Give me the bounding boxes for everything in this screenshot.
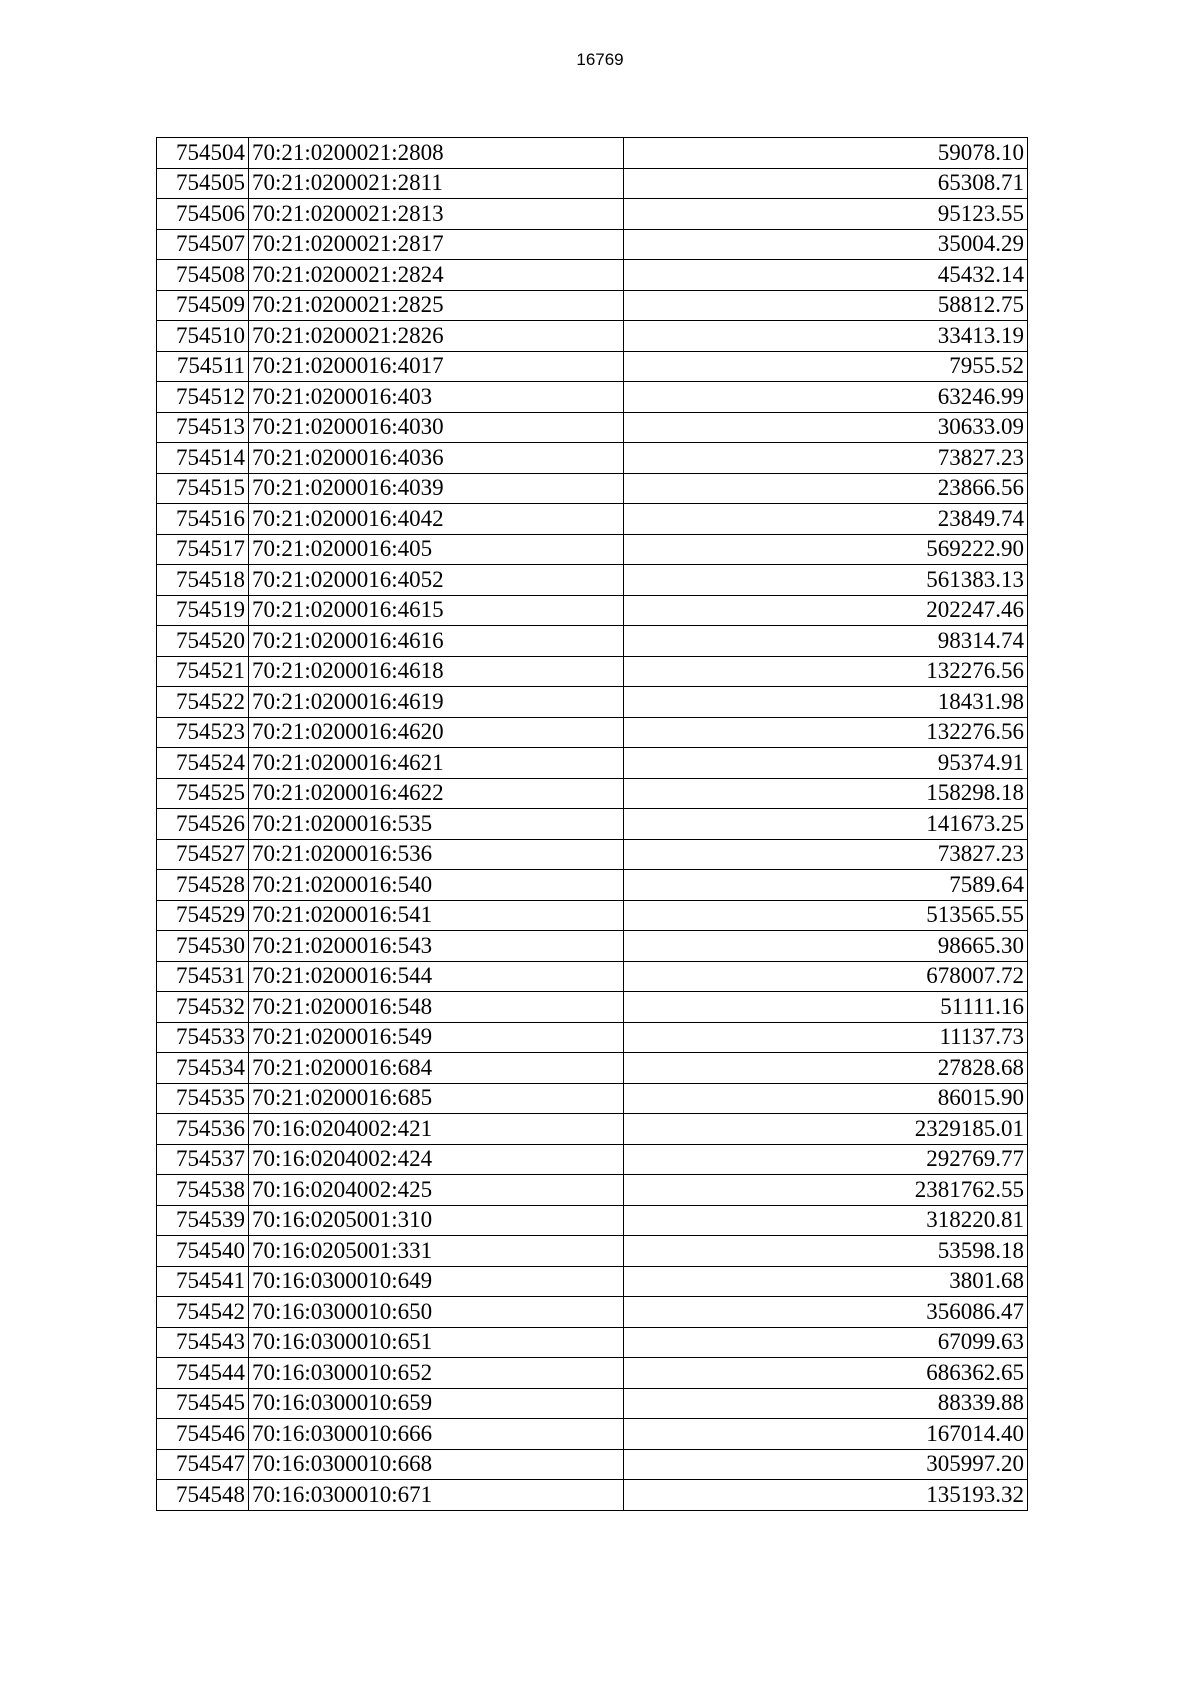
cadastral-number-cell: 70:21:0200021:2817 bbox=[249, 229, 624, 260]
row-number-cell: 754525 bbox=[157, 778, 249, 809]
cadastral-number-cell: 70:21:0200016:4615 bbox=[249, 595, 624, 626]
row-number-cell: 754506 bbox=[157, 199, 249, 230]
table-row bbox=[157, 1449, 1028, 1480]
row-number-cell: 754514 bbox=[157, 443, 249, 474]
cadastral-value-table bbox=[156, 137, 1028, 1511]
row-number-cell: 754518 bbox=[157, 565, 249, 596]
cadastral-number-cell: 70:21:0200016:4620 bbox=[249, 717, 624, 748]
row-number-cell: 754534 bbox=[157, 1053, 249, 1084]
row-number-cell: 754528 bbox=[157, 870, 249, 901]
cadastral-number-cell: 70:21:0200016:405 bbox=[249, 534, 624, 565]
cadastral-number-cell: 70:21:0200016:4616 bbox=[249, 626, 624, 657]
value-cell: 132276.56 bbox=[624, 717, 1028, 748]
cadastral-number-cell: 70:16:0204002:424 bbox=[249, 1144, 624, 1175]
value-cell: 7589.64 bbox=[624, 870, 1028, 901]
table-row bbox=[157, 412, 1028, 443]
value-cell: 23849.74 bbox=[624, 504, 1028, 535]
cadastral-number-cell: 70:21:0200021:2824 bbox=[249, 260, 624, 291]
cadastral-number-cell: 70:21:0200016:549 bbox=[249, 1022, 624, 1053]
value-cell: 18431.98 bbox=[624, 687, 1028, 718]
table-row bbox=[157, 687, 1028, 718]
row-number-cell: 754540 bbox=[157, 1236, 249, 1267]
table-row bbox=[157, 900, 1028, 931]
cadastral-number-cell: 70:16:0300010:649 bbox=[249, 1266, 624, 1297]
cadastral-number-cell: 70:16:0300010:650 bbox=[249, 1297, 624, 1328]
value-cell: 132276.56 bbox=[624, 656, 1028, 687]
row-number-cell: 754507 bbox=[157, 229, 249, 260]
cadastral-number-cell: 70:16:0300010:668 bbox=[249, 1449, 624, 1480]
table-row bbox=[157, 138, 1028, 169]
table-row bbox=[157, 260, 1028, 291]
table-row bbox=[157, 443, 1028, 474]
row-number-cell: 754546 bbox=[157, 1419, 249, 1450]
row-number-cell: 754529 bbox=[157, 900, 249, 931]
cadastral-number-cell: 70:16:0300010:652 bbox=[249, 1358, 624, 1389]
row-number-cell: 754533 bbox=[157, 1022, 249, 1053]
value-cell: 678007.72 bbox=[624, 961, 1028, 992]
value-cell: 569222.90 bbox=[624, 534, 1028, 565]
row-number-cell: 754539 bbox=[157, 1205, 249, 1236]
table-row bbox=[157, 809, 1028, 840]
cadastral-number-cell: 70:16:0204002:421 bbox=[249, 1114, 624, 1145]
table-row bbox=[157, 1083, 1028, 1114]
table-row bbox=[157, 168, 1028, 199]
row-number-cell: 754541 bbox=[157, 1266, 249, 1297]
value-cell: 27828.68 bbox=[624, 1053, 1028, 1084]
cadastral-number-cell: 70:21:0200016:4618 bbox=[249, 656, 624, 687]
table-row bbox=[157, 1388, 1028, 1419]
row-number-cell: 754522 bbox=[157, 687, 249, 718]
value-cell: 318220.81 bbox=[624, 1205, 1028, 1236]
table-row bbox=[157, 931, 1028, 962]
table-row bbox=[157, 1175, 1028, 1206]
table-row bbox=[157, 1327, 1028, 1358]
table-row bbox=[157, 199, 1028, 230]
row-number-cell: 754547 bbox=[157, 1449, 249, 1480]
table-row bbox=[157, 351, 1028, 382]
value-cell: 11137.73 bbox=[624, 1022, 1028, 1053]
table-row bbox=[157, 961, 1028, 992]
table-row bbox=[157, 778, 1028, 809]
row-number-cell: 754511 bbox=[157, 351, 249, 382]
table-row bbox=[157, 1480, 1028, 1511]
table-row bbox=[157, 839, 1028, 870]
table-row bbox=[157, 229, 1028, 260]
table-row bbox=[157, 321, 1028, 352]
cadastral-number-cell: 70:21:0200016:685 bbox=[249, 1083, 624, 1114]
table-body bbox=[157, 138, 1028, 1511]
cadastral-number-cell: 70:21:0200016:4622 bbox=[249, 778, 624, 809]
row-number-cell: 754537 bbox=[157, 1144, 249, 1175]
row-number-cell: 754527 bbox=[157, 839, 249, 870]
row-number-cell: 754505 bbox=[157, 168, 249, 199]
value-cell: 30633.09 bbox=[624, 412, 1028, 443]
table-row bbox=[157, 1144, 1028, 1175]
value-cell: 33413.19 bbox=[624, 321, 1028, 352]
table-row bbox=[157, 1297, 1028, 1328]
value-cell: 53598.18 bbox=[624, 1236, 1028, 1267]
cadastral-number-cell: 70:21:0200021:2825 bbox=[249, 290, 624, 321]
table-row bbox=[157, 290, 1028, 321]
cadastral-number-cell: 70:21:0200016:4036 bbox=[249, 443, 624, 474]
value-cell: 95123.55 bbox=[624, 199, 1028, 230]
value-cell: 23866.56 bbox=[624, 473, 1028, 504]
value-cell: 58812.75 bbox=[624, 290, 1028, 321]
value-cell: 2329185.01 bbox=[624, 1114, 1028, 1145]
cadastral-number-cell: 70:21:0200021:2808 bbox=[249, 138, 624, 169]
row-number-cell: 754517 bbox=[157, 534, 249, 565]
cadastral-number-cell: 70:21:0200016:4619 bbox=[249, 687, 624, 718]
value-cell: 51111.16 bbox=[624, 992, 1028, 1023]
table-row bbox=[157, 1053, 1028, 1084]
value-cell: 202247.46 bbox=[624, 595, 1028, 626]
cadastral-number-cell: 70:16:0205001:331 bbox=[249, 1236, 624, 1267]
table-row bbox=[157, 992, 1028, 1023]
cadastral-number-cell: 70:21:0200016:548 bbox=[249, 992, 624, 1023]
value-cell: 305997.20 bbox=[624, 1449, 1028, 1480]
row-number-cell: 754538 bbox=[157, 1175, 249, 1206]
cadastral-number-cell: 70:21:0200016:403 bbox=[249, 382, 624, 413]
row-number-cell: 754516 bbox=[157, 504, 249, 535]
table-row bbox=[157, 656, 1028, 687]
value-cell: 45432.14 bbox=[624, 260, 1028, 291]
value-cell: 35004.29 bbox=[624, 229, 1028, 260]
value-cell: 356086.47 bbox=[624, 1297, 1028, 1328]
cadastral-number-cell: 70:21:0200021:2813 bbox=[249, 199, 624, 230]
value-cell: 686362.65 bbox=[624, 1358, 1028, 1389]
page-number: 16769 bbox=[576, 50, 624, 69]
table-row bbox=[157, 382, 1028, 413]
table-row bbox=[157, 1205, 1028, 1236]
row-number-cell: 754535 bbox=[157, 1083, 249, 1114]
table-row bbox=[157, 1358, 1028, 1389]
cadastral-number-cell: 70:16:0300010:651 bbox=[249, 1327, 624, 1358]
cadastral-number-cell: 70:16:0300010:659 bbox=[249, 1388, 624, 1419]
cadastral-number-cell: 70:21:0200016:4030 bbox=[249, 412, 624, 443]
table-row bbox=[157, 626, 1028, 657]
value-cell: 3801.68 bbox=[624, 1266, 1028, 1297]
cadastral-number-cell: 70:21:0200016:4017 bbox=[249, 351, 624, 382]
table-row bbox=[157, 595, 1028, 626]
cadastral-number-cell: 70:21:0200016:4042 bbox=[249, 504, 624, 535]
value-cell: 292769.77 bbox=[624, 1144, 1028, 1175]
row-number-cell: 754530 bbox=[157, 931, 249, 962]
value-cell: 98665.30 bbox=[624, 931, 1028, 962]
row-number-cell: 754515 bbox=[157, 473, 249, 504]
value-cell: 95374.91 bbox=[624, 748, 1028, 779]
value-cell: 158298.18 bbox=[624, 778, 1028, 809]
row-number-cell: 754524 bbox=[157, 748, 249, 779]
value-cell: 141673.25 bbox=[624, 809, 1028, 840]
value-cell: 65308.71 bbox=[624, 168, 1028, 199]
cadastral-number-cell: 70:21:0200016:541 bbox=[249, 900, 624, 931]
cadastral-number-cell: 70:21:0200016:543 bbox=[249, 931, 624, 962]
row-number-cell: 754520 bbox=[157, 626, 249, 657]
cadastral-number-cell: 70:21:0200021:2826 bbox=[249, 321, 624, 352]
row-number-cell: 754509 bbox=[157, 290, 249, 321]
row-number-cell: 754532 bbox=[157, 992, 249, 1023]
row-number-cell: 754526 bbox=[157, 809, 249, 840]
value-cell: 59078.10 bbox=[624, 138, 1028, 169]
row-number-cell: 754521 bbox=[157, 656, 249, 687]
value-cell: 7955.52 bbox=[624, 351, 1028, 382]
row-number-cell: 754531 bbox=[157, 961, 249, 992]
cadastral-number-cell: 70:21:0200016:4621 bbox=[249, 748, 624, 779]
table-row bbox=[157, 870, 1028, 901]
row-number-cell: 754545 bbox=[157, 1388, 249, 1419]
cadastral-number-cell: 70:21:0200016:684 bbox=[249, 1053, 624, 1084]
cadastral-number-cell: 70:21:0200016:536 bbox=[249, 839, 624, 870]
value-cell: 98314.74 bbox=[624, 626, 1028, 657]
table-row bbox=[157, 748, 1028, 779]
value-cell: 2381762.55 bbox=[624, 1175, 1028, 1206]
cadastral-number-cell: 70:21:0200016:544 bbox=[249, 961, 624, 992]
row-number-cell: 754523 bbox=[157, 717, 249, 748]
row-number-cell: 754510 bbox=[157, 321, 249, 352]
table-row bbox=[157, 1022, 1028, 1053]
cadastral-number-cell: 70:21:0200016:535 bbox=[249, 809, 624, 840]
value-cell: 561383.13 bbox=[624, 565, 1028, 596]
cadastral-number-cell: 70:16:0205001:310 bbox=[249, 1205, 624, 1236]
cadastral-number-cell: 70:21:0200016:4052 bbox=[249, 565, 624, 596]
table-row bbox=[157, 565, 1028, 596]
value-cell: 63246.99 bbox=[624, 382, 1028, 413]
row-number-cell: 754543 bbox=[157, 1327, 249, 1358]
row-number-cell: 754508 bbox=[157, 260, 249, 291]
row-number-cell: 754548 bbox=[157, 1480, 249, 1511]
cadastral-number-cell: 70:16:0204002:425 bbox=[249, 1175, 624, 1206]
cadastral-number-cell: 70:21:0200021:2811 bbox=[249, 168, 624, 199]
table-row bbox=[157, 1114, 1028, 1145]
row-number-cell: 754544 bbox=[157, 1358, 249, 1389]
row-number-cell: 754519 bbox=[157, 595, 249, 626]
cadastral-number-cell: 70:16:0300010:666 bbox=[249, 1419, 624, 1450]
value-cell: 86015.90 bbox=[624, 1083, 1028, 1114]
value-cell: 135193.32 bbox=[624, 1480, 1028, 1511]
table-row bbox=[157, 473, 1028, 504]
row-number-cell: 754536 bbox=[157, 1114, 249, 1145]
table-row bbox=[157, 534, 1028, 565]
table-row bbox=[157, 504, 1028, 535]
row-number-cell: 754512 bbox=[157, 382, 249, 413]
row-number-cell: 754513 bbox=[157, 412, 249, 443]
table-row bbox=[157, 717, 1028, 748]
value-cell: 67099.63 bbox=[624, 1327, 1028, 1358]
row-number-cell: 754504 bbox=[157, 138, 249, 169]
value-cell: 73827.23 bbox=[624, 443, 1028, 474]
cadastral-number-cell: 70:21:0200016:540 bbox=[249, 870, 624, 901]
cadastral-number-cell: 70:21:0200016:4039 bbox=[249, 473, 624, 504]
value-cell: 73827.23 bbox=[624, 839, 1028, 870]
table-row bbox=[157, 1419, 1028, 1450]
table-row bbox=[157, 1266, 1028, 1297]
value-cell: 513565.55 bbox=[624, 900, 1028, 931]
row-number-cell: 754542 bbox=[157, 1297, 249, 1328]
cadastral-number-cell: 70:16:0300010:671 bbox=[249, 1480, 624, 1511]
value-cell: 167014.40 bbox=[624, 1419, 1028, 1450]
table-row bbox=[157, 1236, 1028, 1267]
value-cell: 88339.88 bbox=[624, 1388, 1028, 1419]
